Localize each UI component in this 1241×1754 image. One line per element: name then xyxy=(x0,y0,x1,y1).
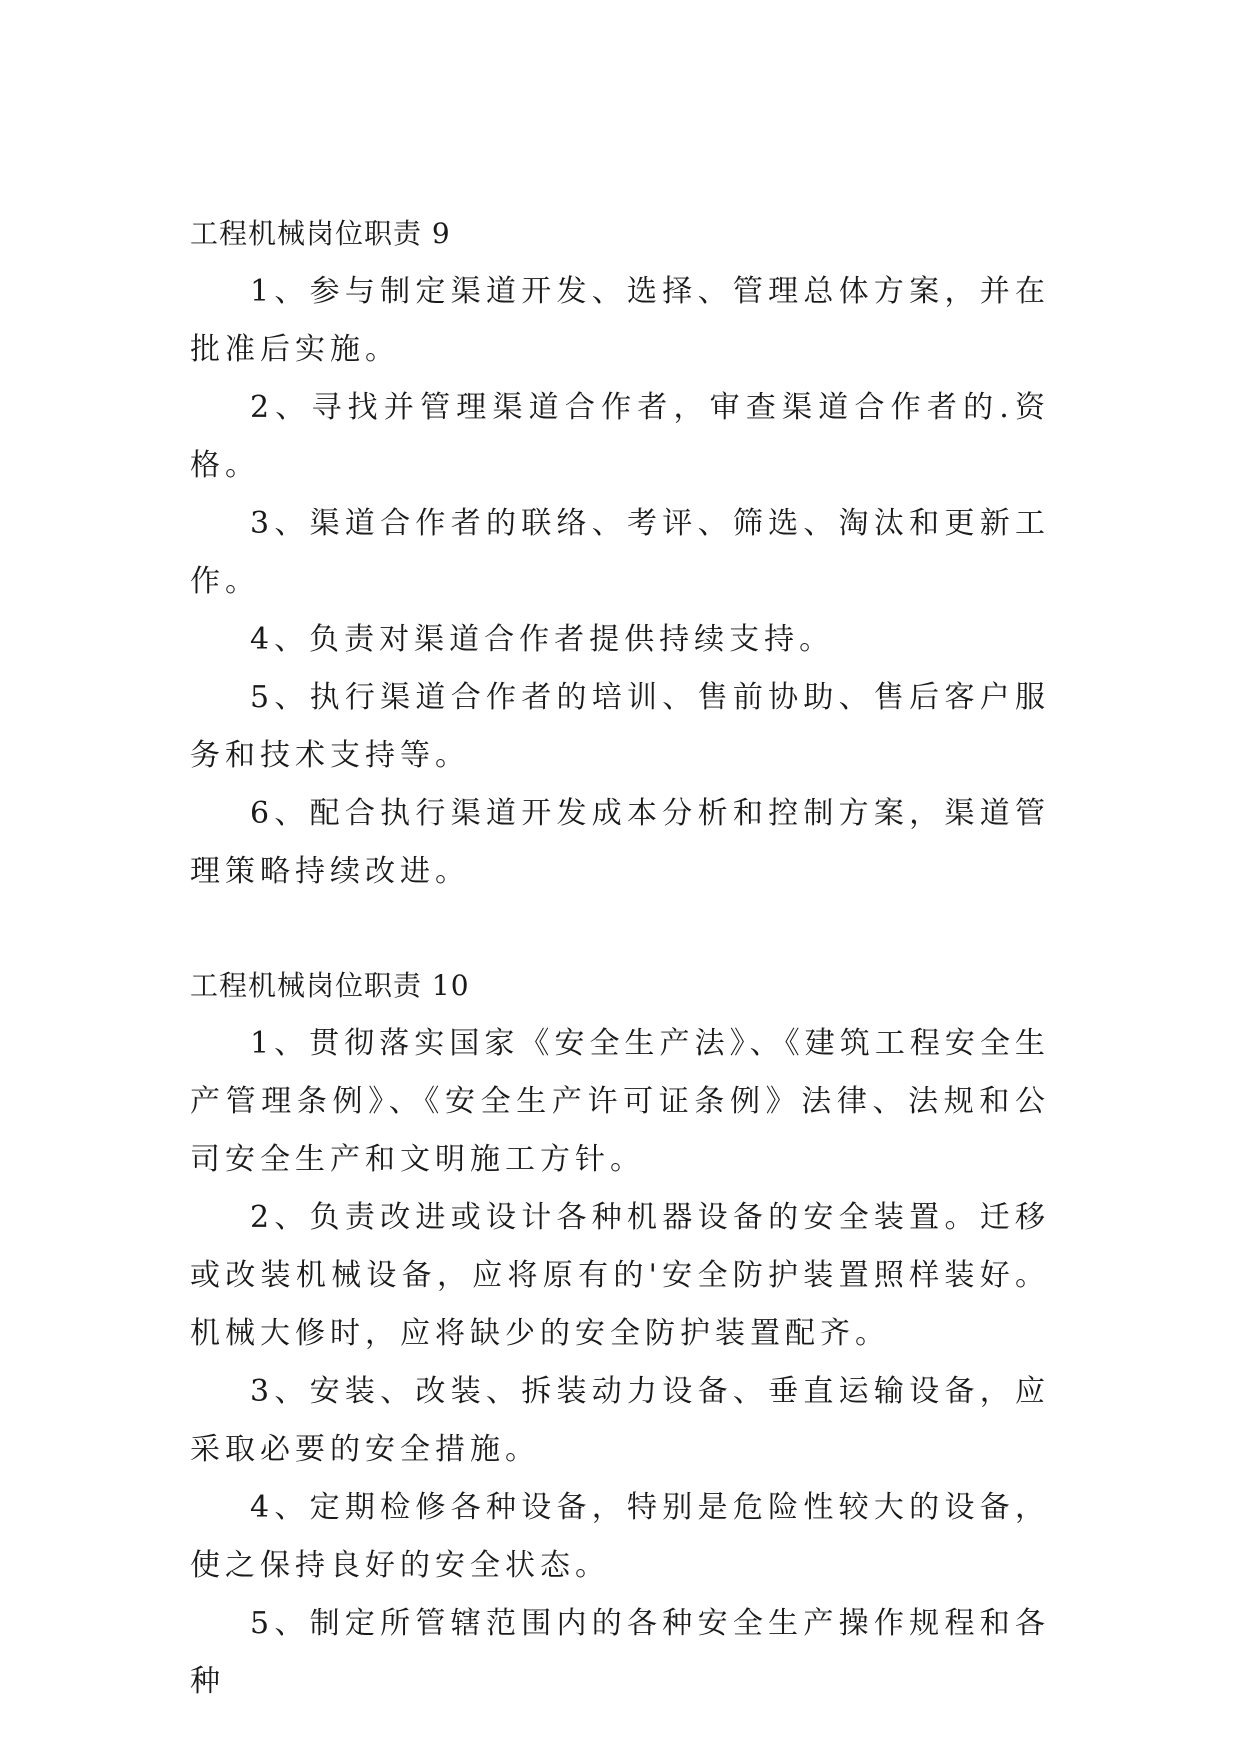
duty-item: 3、安装、改装、拆装动力设备、垂直运输设备，应采取必要的安全措施。 xyxy=(190,1374,1050,1467)
duty-item: 6、配合执行渠道开发成本分析和控制方案，渠道管理策略持续改进。 xyxy=(190,796,1050,889)
section-heading: 工程机械岗位职责 10 xyxy=(190,969,470,1002)
duty-item: 2、负责改进或设计各种机器设备的安全装置。迁移或改装机械设备，应将原有的'安全防护装置照样装好。机械大修时，应将缺少的安全防护装置配齐。 xyxy=(190,1200,1050,1351)
section-job-duties-10 xyxy=(190,957,1050,1711)
section-heading: 工程机械岗位职责 9 xyxy=(190,217,451,250)
duty-item: 1、参与制定渠道开发、选择、管理总体方案，并在批准后实施。 xyxy=(190,274,1050,367)
duty-item: 5、执行渠道合作者的培训、售前协助、售后客户服务和技术支持等。 xyxy=(190,680,1050,773)
duty-item: 4、负责对渠道合作者提供持续支持。 xyxy=(250,622,835,657)
duty-item: 3、渠道合作者的联络、考评、筛选、淘汰和更新工作。 xyxy=(190,506,1050,599)
duty-item: 5、制定所管辖范围内的各种安全生产操作规程和各种 xyxy=(190,1606,1050,1699)
duty-item: 1、贯彻落实国家《安全生产法》、《建筑工程安全生产管理条例》、《安全生产许可证条例》法律、法规和公司安全生产和文明施工方针。 xyxy=(190,1026,1050,1177)
document-page xyxy=(190,205,1050,1711)
duty-item: 2、寻找并管理渠道合作者，审查渠道合作者的.资格。 xyxy=(190,390,1050,483)
section-job-duties-9 xyxy=(190,205,1050,901)
duty-item: 4、定期检修各种设备，特别是危险性较大的设备，使之保持良好的安全状态。 xyxy=(190,1490,1050,1583)
